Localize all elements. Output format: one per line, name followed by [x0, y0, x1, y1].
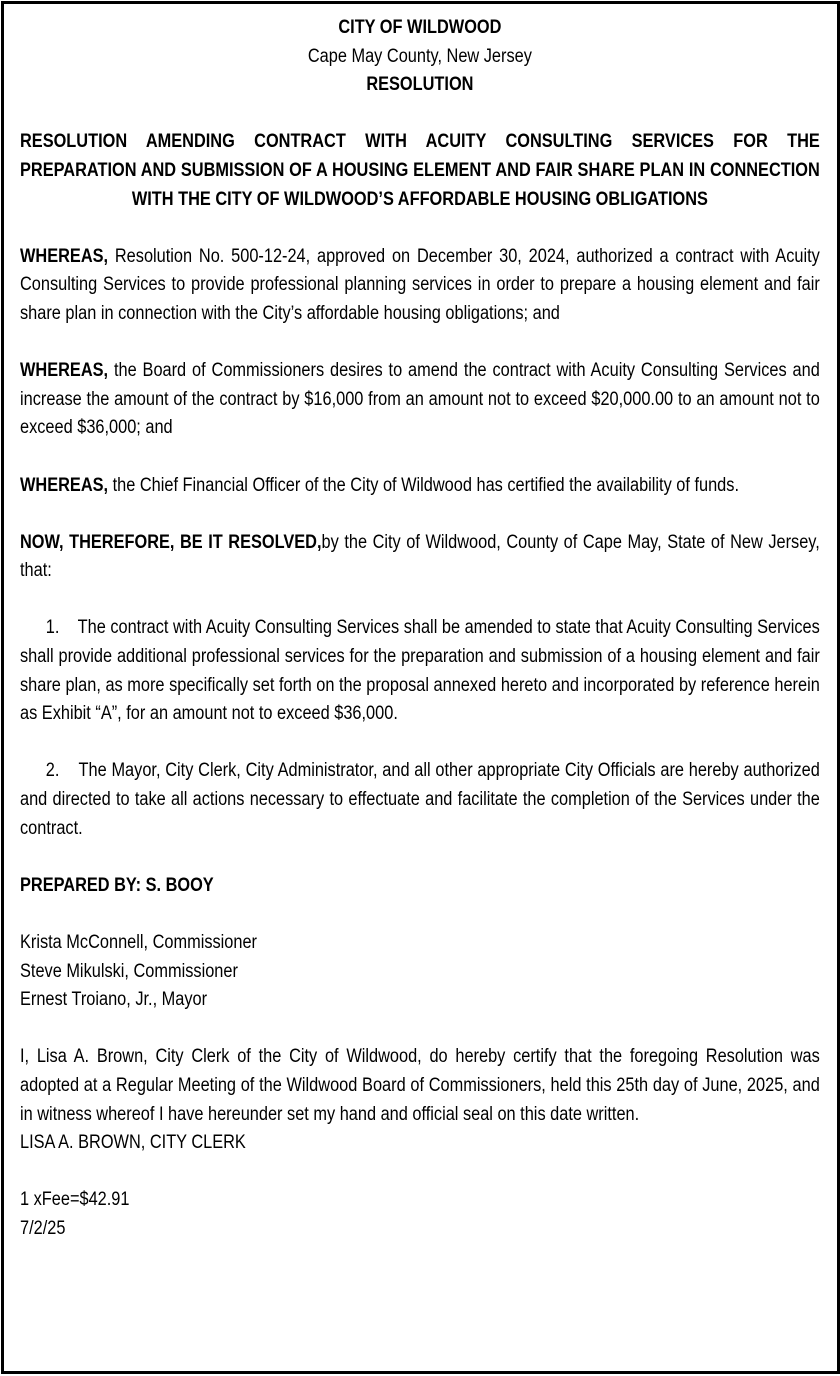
resolved-lead: NOW, THEREFORE, BE IT RESOLVED, — [20, 531, 322, 553]
county-line: Cape May County, New Jersey — [307, 45, 532, 67]
signer-1: Krista McConnell, Commissioner — [20, 932, 257, 953]
item-text: The contract with Acuity Consulting Services shall be amended to state that Acuity Consulting Services shall provide additional professional services for the preparation and submission of a housing element and fair share plan, as more specifically set forth on the proposal annexed hereto and incorporated by reference herein as Exhibit “A”, for an amount not to exceed $36,000. — [20, 617, 820, 725]
whereas-text: Resolution No. 500-12-24, approved on December 30, 2024, authorized a contract with Acuity Consulting Services to provide professional planning services in order to prepare a housing element and fair share plan in connection with the City’s affordable housing obligations; and — [20, 245, 820, 324]
item-number: 2. — [45, 760, 60, 782]
whereas-text: the Board of Commissioners desires to amend the contract with Acuity Consulting Services and increase the amount of the contract by $16,000 from an amount not to exceed $20,000.00 to an amount not to exceed $36,000; and — [20, 360, 820, 439]
whereas-paragraph-3 — [20, 472, 820, 501]
doc-type-heading: RESOLUTION — [366, 74, 474, 96]
signer-2: Steve Mikulski, Commissioner — [20, 960, 238, 982]
whereas-lead: WHEREAS, — [20, 245, 109, 267]
resolution-notice — [20, 14, 820, 1244]
whereas-text: the Chief Financial Officer of the City of Wildwood has certified the availability of funds. — [108, 474, 739, 496]
publication-date: 7/2/25 — [20, 1217, 66, 1239]
item-number: 1. — [45, 617, 60, 639]
signer-3: Ernest Troiano, Jr., Mayor — [20, 989, 208, 1011]
city-heading: CITY OF WILDWOOD — [338, 17, 502, 38]
resolution-item-2 — [20, 757, 820, 843]
signer-list — [20, 929, 820, 1015]
resolved-text: by the City of Wildwood, County of Cape May, State of New Jersey, that: — [20, 531, 820, 582]
clerk-certification: I, Lisa A. Brown, City Clerk of the City of Wildwood, do hereby certify that the foregoing Resolution was adopted at a Regular Meeting of the Wildwood Board of Commissioners, held this 25th day of June, 2025, and in witness whereof I have hereunder set my hand and official seal on this date written. — [20, 1046, 820, 1125]
resolved-paragraph — [20, 529, 820, 586]
whereas-paragraph-1 — [20, 243, 820, 329]
whereas-paragraph-2 — [20, 357, 820, 443]
whereas-lead: WHEREAS, — [20, 360, 109, 382]
prepared-by: PREPARED BY: S. BOOY — [20, 874, 214, 896]
whereas-lead: WHEREAS, — [20, 474, 109, 496]
resolution-title: RESOLUTION AMENDING CONTRACT WITH ACUITY CONSULTING SERVICES FOR THE PREPARATION AND SUBMISSION OF A HOUSING ELEMENT AND FAIR SHARE PLAN IN CONNECTION WITH THE CITY OF WILDWOOD’S AFFORDABLE HOUSING OBLIGATIONS — [20, 131, 820, 210]
item-text: The Mayor, City Clerk, City Administrator, and all other appropriate City Officials are hereby authorized and directed to take all actions necessary to effectuate and facilitate the completion of the Services under the contract. — [20, 760, 820, 839]
clerk-name: LISA A. BROWN, CITY CLERK — [20, 1132, 246, 1154]
resolution-item-1 — [20, 614, 820, 728]
fee-line: 1 xFee=$42.91 — [20, 1189, 130, 1211]
